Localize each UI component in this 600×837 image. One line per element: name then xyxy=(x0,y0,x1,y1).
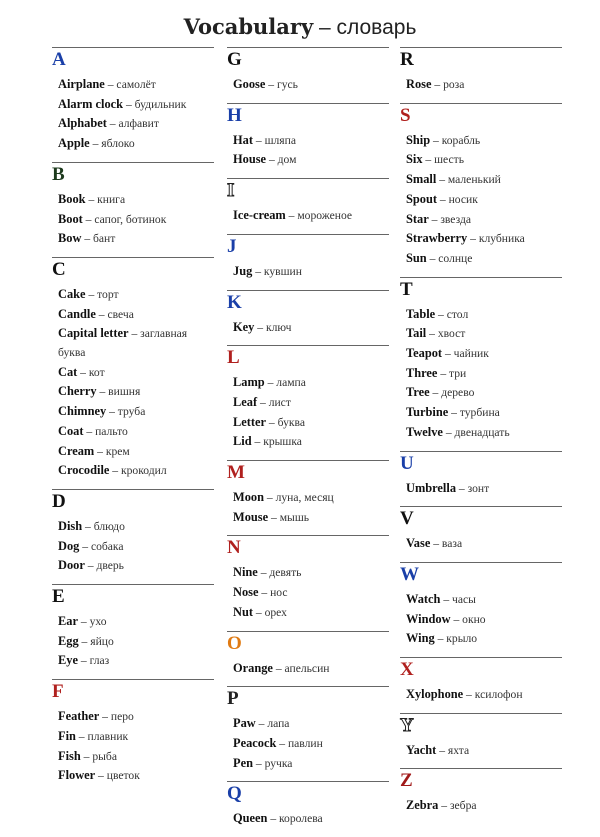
vocabulary-entry: Teapot – чайник xyxy=(406,346,489,361)
vocabulary-entry: Cherry – вишня xyxy=(58,384,141,399)
russian-translation: дерево xyxy=(441,386,475,400)
russian-translation: ручка xyxy=(264,756,293,770)
section-t xyxy=(400,277,562,443)
vocabulary-entry: Bow – бант xyxy=(58,231,116,246)
russian-translation: звезда xyxy=(440,212,472,226)
russian-translation: крокодил xyxy=(120,464,167,478)
english-word: Lid xyxy=(233,434,252,449)
english-word: Strawberry xyxy=(406,231,468,246)
vocabulary-entry: Star – звезда xyxy=(406,211,472,226)
vocabulary-entry: Flower – цветок xyxy=(58,768,140,783)
vocabulary-entry: Table – стол xyxy=(406,306,469,321)
vocabulary-entry: Jug – кувшин xyxy=(233,263,302,278)
russian-translation: собака xyxy=(90,539,124,553)
russian-translation: мороженое xyxy=(297,209,353,223)
russian-translation: яйцо xyxy=(90,634,114,648)
section-w xyxy=(400,562,562,649)
russian-translation: торт xyxy=(97,287,119,301)
english-word: Chimney xyxy=(58,404,107,419)
vocabulary-entry: Paw – лапа xyxy=(233,716,290,731)
vocabulary-entry: Capital letter – заглавная буква xyxy=(58,326,188,360)
vocabulary-entry: Six – шесть xyxy=(406,152,464,167)
russian-translation: дом xyxy=(277,153,297,167)
english-word: Letter xyxy=(233,414,267,429)
column-2 xyxy=(227,47,389,837)
vocabulary-entry: Cake – торт xyxy=(58,286,119,301)
english-word: Eye xyxy=(58,653,78,668)
vocabulary-entry: Eye – глаз xyxy=(58,653,110,668)
russian-translation: блюдо xyxy=(93,519,125,533)
english-word: Lamp xyxy=(233,375,265,390)
section-b xyxy=(52,162,214,249)
english-word: Nose xyxy=(233,585,259,600)
vocabulary-entry: Peacock – павлин xyxy=(233,735,323,750)
english-word: Rose xyxy=(406,77,432,91)
english-word: Dish xyxy=(58,518,83,533)
section-letter: N xyxy=(227,537,241,559)
vocabulary-entry: Coat – пальто xyxy=(58,423,128,438)
section-letter: Z xyxy=(400,770,413,792)
russian-translation: яхта xyxy=(447,743,470,757)
section-x xyxy=(400,657,562,705)
vocabulary-entry: Mouse – мышь xyxy=(233,509,310,524)
vocabulary-entry: Egg – яйцо xyxy=(58,633,114,648)
russian-translation: самолёт xyxy=(116,78,156,91)
english-word: Moon xyxy=(233,490,264,505)
russian-translation: перо xyxy=(110,710,134,724)
english-word: Nut xyxy=(233,604,253,619)
russian-translation: павлин xyxy=(287,736,323,750)
section-z xyxy=(400,768,562,816)
vocabulary-entry: Xylophone – ксилофон xyxy=(406,687,523,702)
vocabulary-entry: Sun – солнце xyxy=(406,250,473,265)
english-word: Cake xyxy=(58,286,86,301)
russian-translation: бант xyxy=(93,232,116,246)
vocabulary-entry: Candle – свеча xyxy=(58,306,134,321)
section-letter: A xyxy=(52,49,66,70)
section-c xyxy=(52,257,214,481)
vocabulary-entry: Dish – блюдо xyxy=(58,518,125,533)
vocabulary-entry: Airplane – самолёт xyxy=(58,77,156,91)
english-word: Key xyxy=(233,319,255,334)
section-q xyxy=(227,781,389,829)
english-word: Tail xyxy=(406,326,427,341)
vocabulary-entry: Leaf – лист xyxy=(233,394,291,409)
russian-translation: ксилофон xyxy=(474,688,523,702)
vocabulary-entry: Spout – носик xyxy=(406,191,478,206)
english-word: Spout xyxy=(406,191,437,206)
section-letter: E xyxy=(52,586,65,608)
russian-translation: стол xyxy=(446,307,469,321)
section-j xyxy=(227,234,389,282)
english-word: Window xyxy=(406,611,451,626)
vocabulary-entry: Vase – ваза xyxy=(406,536,463,551)
section-letter: L xyxy=(227,347,240,369)
section-letter: U xyxy=(400,452,414,474)
english-word: Apple xyxy=(58,136,90,151)
vocabulary-entry: Moon – луна, месяц xyxy=(233,490,334,505)
russian-translation: цветок xyxy=(106,769,140,783)
english-word: Cream xyxy=(58,443,95,458)
vocabulary-entry: Three – три xyxy=(406,365,467,380)
english-word: Tree xyxy=(406,385,430,400)
russian-translation: лампа xyxy=(276,376,306,390)
russian-translation: чайник xyxy=(453,347,489,361)
vocabulary-entry: Letter – буква xyxy=(233,414,305,429)
vocabulary-entry: Window – окно xyxy=(406,611,486,626)
english-word: Watch xyxy=(406,591,441,606)
vocabulary-entry: Lid – крышка xyxy=(233,434,302,449)
vocabulary-entry: House – дом xyxy=(233,152,297,167)
section-a xyxy=(52,47,214,154)
russian-translation: кот xyxy=(88,365,105,379)
vocabulary-entry: Feather – перо xyxy=(58,709,134,724)
english-word: Three xyxy=(406,365,438,380)
vocabulary-entry: Wing – крыло xyxy=(406,631,478,646)
title-english: Vocabulary xyxy=(183,14,314,39)
section-letter: O xyxy=(227,632,242,654)
section-letter: J xyxy=(227,235,237,257)
section-letter: G xyxy=(227,49,242,70)
vocabulary-entry: Alphabet – алфавит xyxy=(58,116,159,131)
english-word: Airplane xyxy=(58,77,105,91)
vocabulary-entry: Boot – сапог, ботинок xyxy=(58,211,167,226)
russian-translation: кувшин xyxy=(263,264,302,278)
english-word: Vase xyxy=(406,536,431,551)
section-m xyxy=(227,460,389,527)
section-letter: P xyxy=(227,688,239,710)
vocabulary-entry: Tree – дерево xyxy=(406,385,475,400)
russian-translation: зонт xyxy=(467,481,490,495)
russian-translation: хвост xyxy=(437,327,466,341)
english-word: Flower xyxy=(58,768,96,783)
section-letter: F xyxy=(52,681,64,703)
vocabulary-entry: Orange – апельсин xyxy=(233,660,330,675)
russian-translation: свеча xyxy=(107,307,134,321)
section-r xyxy=(400,47,562,95)
section-letter: I xyxy=(227,180,235,202)
english-word: Wing xyxy=(406,631,435,646)
vocabulary-entry: Key – ключ xyxy=(233,319,292,334)
english-word: Bow xyxy=(58,231,82,246)
english-word: Twelve xyxy=(406,424,443,439)
russian-translation: лист xyxy=(268,395,291,409)
english-word: Fish xyxy=(58,748,81,763)
vocabulary-entry: Alarm clock – будильник xyxy=(58,96,187,111)
section-l xyxy=(227,345,389,452)
section-letter: V xyxy=(400,508,414,530)
section-letter: X xyxy=(400,659,414,681)
english-word: Umbrella xyxy=(406,480,457,495)
english-word: Ice-cream xyxy=(233,208,286,223)
english-word: Queen xyxy=(233,811,268,826)
section-letter: W xyxy=(400,563,419,585)
russian-translation: девять xyxy=(269,566,302,580)
russian-translation: луна, месяц xyxy=(275,491,334,505)
english-word: Cat xyxy=(58,364,78,379)
section-u xyxy=(400,451,562,499)
russian-translation: часы xyxy=(452,592,476,606)
russian-translation: книга xyxy=(97,192,126,206)
vocabulary-entry: Umbrella – зонт xyxy=(406,480,490,495)
section-letter: M xyxy=(227,462,245,484)
english-word: Coat xyxy=(58,423,84,438)
english-word: Candle xyxy=(58,306,96,321)
russian-translation: окно xyxy=(462,612,486,626)
vocabulary-entry: Queen – королева xyxy=(233,811,323,826)
russian-translation: ухо xyxy=(89,615,107,629)
section-letter: K xyxy=(227,291,242,313)
russian-translation: рыба xyxy=(92,749,117,763)
english-word: Turbine xyxy=(406,405,449,420)
column-3 xyxy=(400,47,562,824)
section-letter: Q xyxy=(227,783,242,805)
russian-translation: будильник xyxy=(134,97,187,111)
section-i xyxy=(227,178,389,226)
russian-translation: дверь xyxy=(96,559,124,573)
section-h xyxy=(227,103,389,170)
english-word: Fin xyxy=(58,728,76,743)
vocabulary-entry: Twelve – двенадцать xyxy=(406,424,510,439)
english-word: Peacock xyxy=(233,735,277,750)
section-letter: C xyxy=(52,258,66,280)
vocabulary-entry: Tail – хвост xyxy=(406,326,466,341)
russian-translation: крышка xyxy=(263,435,302,449)
english-word: Ship xyxy=(406,132,431,147)
russian-translation: королева xyxy=(279,812,323,826)
english-word: Mouse xyxy=(233,509,269,524)
english-word: Dog xyxy=(58,538,80,553)
russian-translation: носик xyxy=(448,192,478,206)
russian-translation: заглавная буква xyxy=(58,327,188,360)
english-word: Goose xyxy=(233,77,266,91)
section-n xyxy=(227,535,389,622)
vocabulary-entry: Fish – рыба xyxy=(58,748,117,763)
english-word: Alarm clock xyxy=(58,96,124,111)
section-f xyxy=(52,679,214,786)
vocabulary-entry: Small – маленький xyxy=(406,172,501,187)
vocabulary-entry: Strawberry – клубника xyxy=(406,231,525,246)
section-letter: Y xyxy=(400,714,414,736)
russian-translation: роза xyxy=(443,78,465,91)
section-d xyxy=(52,489,214,576)
section-o xyxy=(227,631,389,679)
vocabulary-entry: Chimney – труба xyxy=(58,404,146,419)
section-letter: B xyxy=(52,163,65,185)
vocabulary-entry: Book – книга xyxy=(58,191,126,206)
section-y xyxy=(400,713,562,761)
russian-translation: апельсин xyxy=(284,661,330,675)
english-word: House xyxy=(233,152,267,167)
section-e xyxy=(52,584,214,671)
russian-translation: алфавит xyxy=(118,117,159,131)
vocabulary-entry: Ship – корабль xyxy=(406,132,481,147)
vocabulary-entry: Goose – гусь xyxy=(233,77,298,91)
russian-translation: яблоко xyxy=(101,137,135,151)
column-1 xyxy=(52,47,214,794)
vocabulary-entry: Yacht – яхта xyxy=(406,742,470,757)
section-letter: H xyxy=(227,104,242,126)
english-word: Capital letter xyxy=(58,326,129,341)
russian-translation: двенадцать xyxy=(454,425,510,439)
english-word: Yacht xyxy=(406,742,437,757)
russian-translation: корабль xyxy=(441,133,481,147)
russian-translation: труба xyxy=(117,405,146,419)
vocabulary-entry: Ear – ухо xyxy=(58,614,107,629)
english-word: Crocodile xyxy=(58,463,110,478)
russian-translation: маленький xyxy=(447,173,501,187)
vocabulary-entry: Nut – орех xyxy=(233,604,287,619)
section-letter: S xyxy=(400,104,411,126)
english-word: Alphabet xyxy=(58,116,107,131)
vocabulary-entry: Watch – часы xyxy=(406,591,476,606)
russian-translation: крыло xyxy=(446,632,478,646)
section-v xyxy=(400,506,562,554)
russian-translation: клубника xyxy=(478,232,525,246)
russian-translation: буква xyxy=(277,415,305,429)
english-word: Table xyxy=(406,306,436,321)
section-letter: D xyxy=(52,490,66,512)
vocabulary-entry: Ice-cream – мороженое xyxy=(233,208,353,223)
vocabulary-entry: Turbine – турбина xyxy=(406,405,500,420)
english-word: Zebra xyxy=(406,798,439,813)
english-word: Boot xyxy=(58,211,83,226)
vocabulary-entry: Fin – плавник xyxy=(58,728,129,743)
vocabulary-entry: Pen – ручка xyxy=(233,755,293,770)
vocabulary-entry: Nine – девять xyxy=(233,565,302,580)
english-word: Egg xyxy=(58,633,79,648)
page-title xyxy=(0,14,600,40)
vocabulary-entry: Hat – шляпа xyxy=(233,132,296,147)
russian-translation: глаз xyxy=(89,654,110,668)
russian-translation: шляпа xyxy=(264,133,296,147)
english-word: Pen xyxy=(233,755,253,770)
russian-translation: мышь xyxy=(279,510,310,524)
title-dash: – xyxy=(313,16,337,39)
english-word: Leaf xyxy=(233,394,258,409)
english-word: Door xyxy=(58,558,85,573)
english-word: Star xyxy=(406,211,429,226)
vocabulary-entry: Nose – нос xyxy=(233,585,288,600)
russian-translation: ключ xyxy=(265,320,292,334)
russian-translation: сапог, ботинок xyxy=(94,212,167,226)
english-word: Paw xyxy=(233,716,256,731)
vocabulary-entry: Lamp – лампа xyxy=(233,375,306,390)
russian-translation: лапа xyxy=(267,717,290,731)
english-word: Orange xyxy=(233,660,273,675)
english-word: Cherry xyxy=(58,384,97,399)
vocabulary-entry: Apple – яблоко xyxy=(58,136,135,151)
english-word: Hat xyxy=(233,132,253,147)
section-g xyxy=(227,47,389,95)
english-word: Nine xyxy=(233,565,258,580)
russian-translation: зебра xyxy=(449,799,477,813)
russian-translation: крем xyxy=(105,444,130,458)
english-word: Sun xyxy=(406,250,427,265)
vocabulary-entry: Zebra – зебра xyxy=(406,798,477,813)
russian-translation: гусь xyxy=(276,78,298,91)
russian-translation: орех xyxy=(264,605,287,619)
russian-translation: пальто xyxy=(95,424,128,438)
russian-translation: три xyxy=(449,366,467,380)
english-word: Feather xyxy=(58,709,100,724)
title-russian: словарь xyxy=(336,16,417,39)
russian-translation: ваза xyxy=(441,537,463,551)
russian-translation: нос xyxy=(270,586,288,600)
english-word: Small xyxy=(406,172,437,187)
vocabulary-entry: Cream – крем xyxy=(58,443,130,458)
vocabulary-entry: Door – дверь xyxy=(58,558,124,573)
russian-translation: солнце xyxy=(438,251,473,265)
english-word: Six xyxy=(406,152,423,167)
vocabulary-entry: Cat – кот xyxy=(58,364,105,379)
section-k xyxy=(227,290,389,338)
russian-translation: шесть xyxy=(434,153,464,167)
english-word: Book xyxy=(58,191,86,206)
section-s xyxy=(400,103,562,269)
vocabulary-entry: Rose – роза xyxy=(406,77,465,91)
section-letter: T xyxy=(400,278,413,300)
russian-translation: плавник xyxy=(87,729,129,743)
russian-translation: вишня xyxy=(108,385,141,399)
russian-translation: турбина xyxy=(459,406,500,420)
vocabulary-entry: Dog – собака xyxy=(58,538,124,553)
english-word: Teapot xyxy=(406,346,443,361)
vocabulary-entry: Crocodile – крокодил xyxy=(58,463,167,478)
section-letter: R xyxy=(400,49,414,70)
english-word: Xylophone xyxy=(406,687,464,702)
section-p xyxy=(227,686,389,773)
english-word: Jug xyxy=(233,263,253,278)
english-word: Ear xyxy=(58,614,78,629)
